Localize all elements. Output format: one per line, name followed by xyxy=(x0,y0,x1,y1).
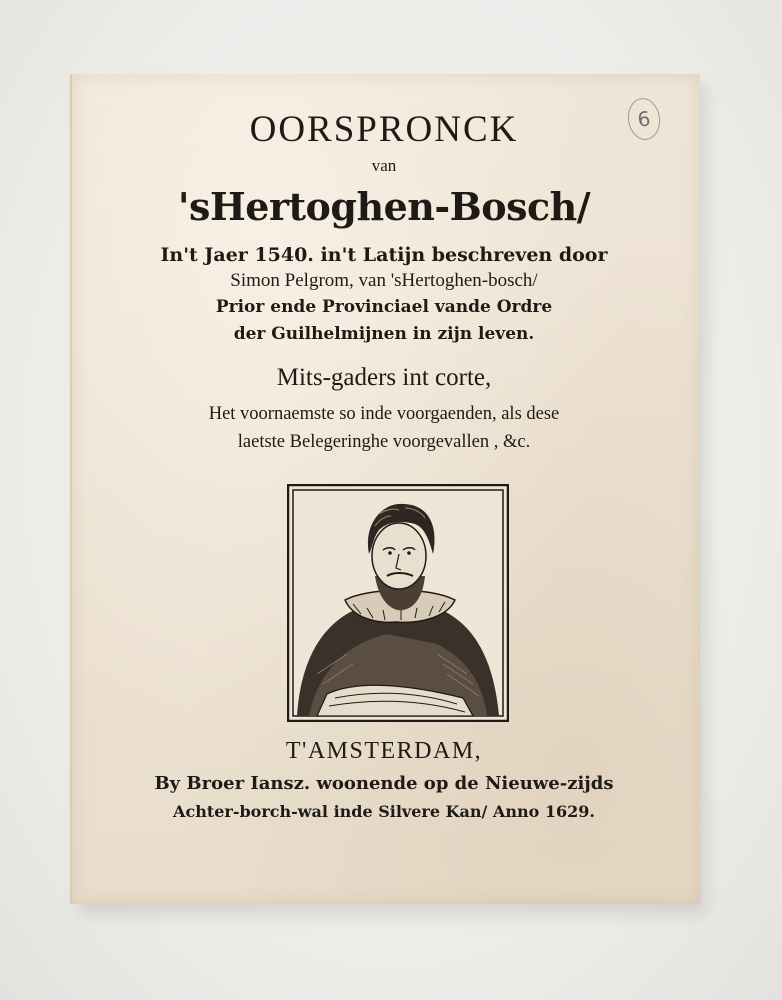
portrait-woodcut xyxy=(287,484,509,722)
book-subtitle: 'sHertoghen-Bosch/ xyxy=(177,184,591,229)
mits-gaders-heading: Mits-gaders int corte, xyxy=(276,364,492,391)
title-connector: van xyxy=(371,156,397,175)
description-line-3: Prior ende Provinciael vande Ordre xyxy=(215,297,553,317)
summary-line-1: Het voornaemste so inde voorgaenden, als dese xyxy=(208,404,560,424)
description-line-4: der Guilhelmijnen in zijn leven. xyxy=(233,324,535,344)
summary-line-2: laetste Belegeringhe voorgevallen , &c. xyxy=(237,432,531,452)
imprint-line-2: Achter-borch-wal inde Silvere Kan/ Anno 1629. xyxy=(173,802,595,821)
handwritten-page-number: 6 xyxy=(625,96,663,142)
book-title: OORSPRONCK xyxy=(249,109,519,150)
description-line-1: In't Jaer 1540. in't Latijn beschreven door xyxy=(160,244,608,266)
description-line-2: Simon Pelgrom, van 'sHertoghen-bosch/ xyxy=(230,270,538,291)
publication-city: T'AMSTERDAM, xyxy=(285,738,483,764)
imprint-line-1: By Broer Iansz. woonende op de Nieuwe-zijds xyxy=(154,773,614,794)
